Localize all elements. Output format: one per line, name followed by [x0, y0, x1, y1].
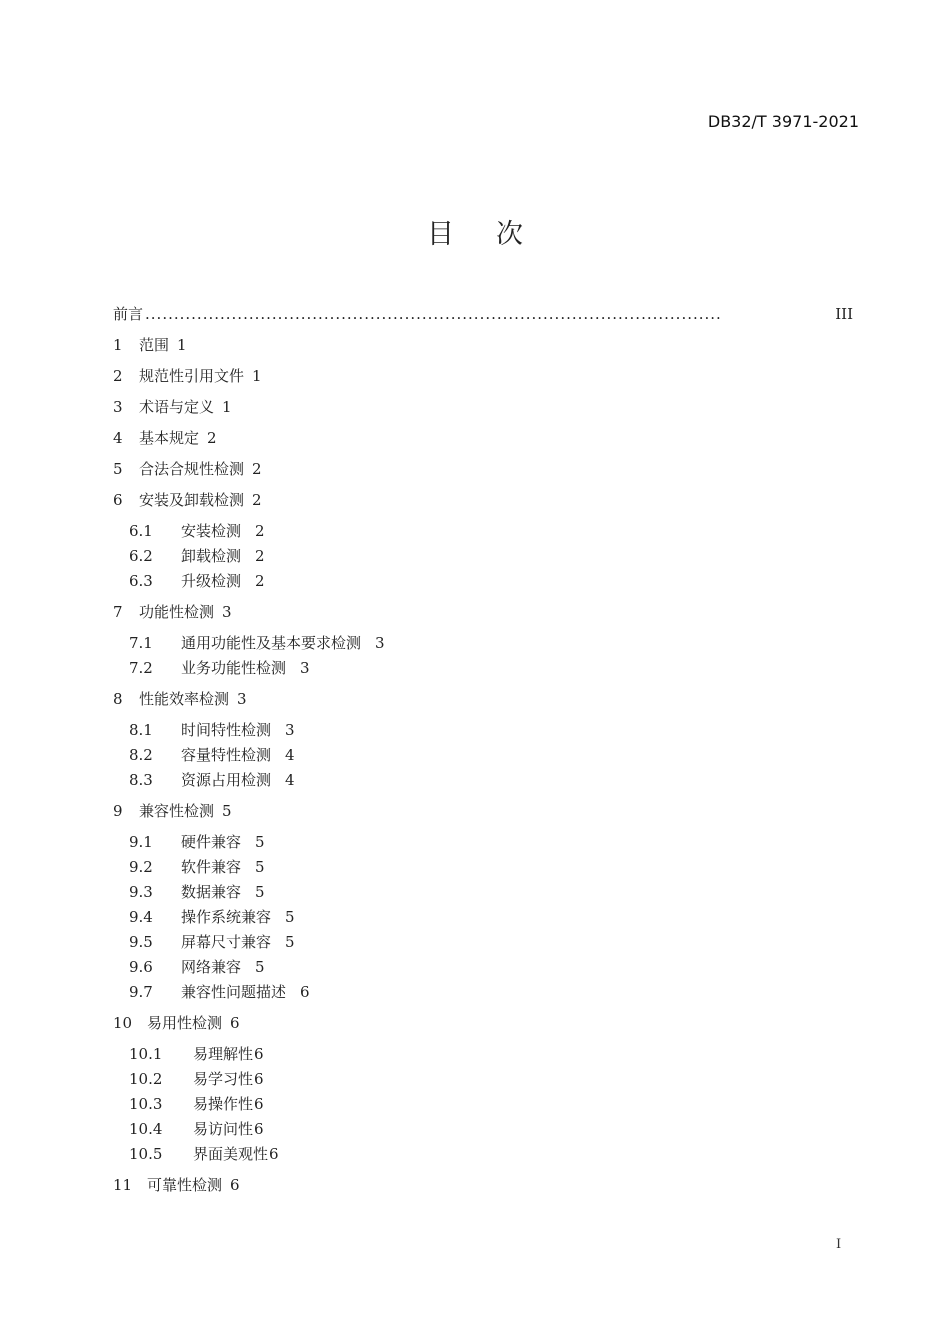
toc-entry-text: 屏幕尺寸兼容: [181, 933, 272, 951]
toc-entry-8[interactable]: [113, 687, 853, 711]
toc-entry-number: 10.1: [129, 1045, 163, 1063]
toc-entry-10[interactable]: [113, 1011, 853, 1035]
page-number: I: [836, 1237, 842, 1252]
toc-title-char-1: 目: [427, 219, 454, 250]
toc-entry-text: 业务功能性检测: [181, 659, 287, 677]
toc-entry-3[interactable]: [113, 395, 853, 419]
toc-entry-6-2[interactable]: [113, 544, 853, 568]
toc-entry-number: 1: [113, 336, 123, 354]
toc-entry-text: 资源占用检测: [181, 771, 272, 789]
toc-entry-number: 7.2: [129, 659, 153, 677]
toc-entry-text: 规范性引用文件: [139, 367, 245, 385]
toc-entry-page: 1: [222, 398, 232, 416]
toc-entry-7[interactable]: [113, 600, 853, 624]
toc-entry-text: 兼容性检测: [139, 802, 215, 820]
toc-entry-text: 合法合规性检测: [139, 460, 245, 478]
toc-entry-number: 8.2: [129, 746, 153, 764]
toc-entry-page: 2: [255, 522, 265, 540]
toc-entry-number: 9.5: [129, 933, 153, 951]
toc-entry-9[interactable]: [113, 799, 853, 823]
toc-entry-9-2[interactable]: [113, 855, 853, 879]
toc-entry-text: 易理解性: [193, 1045, 254, 1063]
toc-entry-number: 3: [113, 398, 123, 416]
toc-entry-number: 7.1: [129, 634, 153, 652]
toc-entry-page: 2: [255, 572, 265, 590]
toc-entry-page: 5: [255, 858, 265, 876]
toc-entry-page: 3: [375, 634, 385, 652]
toc-entry-number: 6.3: [129, 572, 153, 590]
toc-entry-number: 11: [113, 1176, 133, 1194]
toc-entry-text: 易用性检测: [147, 1014, 223, 1032]
toc-entry-9-6[interactable]: [113, 955, 853, 979]
toc-list: [113, 302, 853, 1197]
toc-entry-2[interactable]: [113, 364, 853, 388]
toc-entry-11[interactable]: [113, 1173, 853, 1197]
toc-entry-text: 硬件兼容: [181, 833, 242, 851]
toc-title-char-2: 次: [496, 219, 523, 250]
toc-title: [0, 212, 950, 251]
toc-entry-page: 5: [255, 883, 265, 901]
toc-entry-text: 安装及卸载检测: [139, 491, 245, 509]
toc-entry-number: 10.4: [129, 1120, 163, 1138]
toc-entry-number: 5: [113, 460, 123, 478]
toc-entry-6[interactable]: [113, 488, 853, 512]
toc-entry-9-7[interactable]: [113, 980, 853, 1004]
toc-entry-number: 10: [113, 1014, 133, 1032]
toc-entry-page: 4: [285, 746, 295, 764]
toc-entry-text: 易访问性: [193, 1120, 254, 1138]
toc-entry-number: 10.5: [129, 1145, 163, 1163]
toc-entry-page: 3: [222, 603, 232, 621]
toc-entry-text: 通用功能性及基本要求检测: [181, 634, 362, 652]
toc-entry-9-3[interactable]: [113, 880, 853, 904]
toc-entry-text: 卸载检测: [181, 547, 242, 565]
toc-entry-text: 可靠性检测: [147, 1176, 223, 1194]
toc-entry-number: 8.1: [129, 721, 153, 739]
toc-entry-number: 6.1: [129, 522, 153, 540]
toc-entry-8-3[interactable]: [113, 768, 853, 792]
toc-entry-text: 网络兼容: [181, 958, 242, 976]
toc-entry-page: 2: [252, 491, 262, 509]
toc-entry-text: 界面美观性: [193, 1145, 269, 1163]
toc-entry-text: 术语与定义: [139, 398, 215, 416]
toc-entry-number: 8: [113, 690, 123, 708]
toc-entry-10-5[interactable]: [113, 1142, 853, 1166]
toc-entry-5[interactable]: [113, 457, 853, 481]
toc-entry-9-5[interactable]: [113, 930, 853, 954]
toc-entry-text: 易学习性: [193, 1070, 254, 1088]
toc-entry-text: 性能效率检测: [139, 690, 230, 708]
toc-entry-page: 6: [254, 1045, 264, 1063]
toc-entry-text: 基本规定: [139, 429, 200, 447]
toc-entry-text: 功能性检测: [139, 603, 215, 621]
toc-entry-page: 2: [255, 547, 265, 565]
toc-entry-number: 9.6: [129, 958, 153, 976]
toc-entry-number: 9.3: [129, 883, 153, 901]
toc-entry-page: 6: [254, 1095, 264, 1113]
toc-entry-10-2[interactable]: [113, 1067, 853, 1091]
toc-entry-page: 1: [252, 367, 262, 385]
toc-entry-number: 7: [113, 603, 123, 621]
toc-entry-6-3[interactable]: [113, 569, 853, 593]
toc-entry-page: 6: [300, 983, 310, 1001]
toc-leader-dots: ....................................................................................................: [145, 305, 722, 323]
toc-entry-number: 4: [113, 429, 123, 447]
toc-entry-text: 容量特性检测: [181, 746, 272, 764]
toc-entry-page: 5: [255, 958, 265, 976]
toc-entry-preface[interactable]: [113, 302, 853, 326]
toc-entry-page: 2: [207, 429, 217, 447]
toc-entry-page: 5: [222, 802, 232, 820]
toc-entry-page: III: [835, 305, 853, 323]
toc-entry-6-1[interactable]: [113, 519, 853, 543]
toc-entry-page: 6: [269, 1145, 279, 1163]
toc-entry-10-3[interactable]: [113, 1092, 853, 1116]
toc-entry-number: 10.2: [129, 1070, 163, 1088]
toc-entry-4[interactable]: [113, 426, 853, 450]
toc-entry-page: 6: [254, 1120, 264, 1138]
toc-entry-number: 6.2: [129, 547, 153, 565]
toc-entry-10-4[interactable]: [113, 1117, 853, 1141]
toc-entry-8-2[interactable]: [113, 743, 853, 767]
toc-entry-9-4[interactable]: [113, 905, 853, 929]
toc-entry-page: 4: [285, 771, 295, 789]
toc-entry-text: 范围: [139, 336, 170, 354]
toc-entry-page: 5: [255, 833, 265, 851]
toc-entry-7-2[interactable]: [113, 656, 853, 680]
toc-entry-page: 3: [300, 659, 310, 677]
toc-entry-7-1[interactable]: [113, 631, 853, 655]
toc-entry-page: 6: [230, 1176, 240, 1194]
toc-entry-page: 5: [285, 933, 295, 951]
toc-entry-text: 数据兼容: [181, 883, 242, 901]
toc-entry-1[interactable]: [113, 333, 853, 357]
toc-entry-number: 9.2: [129, 858, 153, 876]
toc-entry-8-1[interactable]: [113, 718, 853, 742]
toc-entry-page: 2: [252, 460, 262, 478]
toc-entry-page: 6: [254, 1070, 264, 1088]
toc-entry-page: 3: [237, 690, 247, 708]
toc-entry-9-1[interactable]: [113, 830, 853, 854]
toc-entry-10-1[interactable]: [113, 1042, 853, 1066]
toc-entry-text: 操作系统兼容: [181, 908, 272, 926]
toc-entry-text: 前言: [113, 305, 144, 323]
toc-entry-text: 易操作性: [193, 1095, 254, 1113]
doc-code: DB32/T 3971-2021: [707, 112, 859, 131]
toc-entry-page: 5: [285, 908, 295, 926]
toc-entry-text: 时间特性检测: [181, 721, 272, 739]
toc-entry-number: 2: [113, 367, 123, 385]
toc-entry-number: 9.7: [129, 983, 153, 1001]
toc-entry-number: 9: [113, 802, 123, 820]
toc-entry-text: 升级检测: [181, 572, 242, 590]
toc-entry-page: 3: [285, 721, 295, 739]
toc-entry-number: 9.4: [129, 908, 153, 926]
toc-entry-number: 6: [113, 491, 123, 509]
toc-entry-page: 1: [177, 336, 187, 354]
toc-entry-number: 9.1: [129, 833, 153, 851]
toc-entry-number: 8.3: [129, 771, 153, 789]
toc-entry-page: 6: [230, 1014, 240, 1032]
toc-entry-text: 安装检测: [181, 522, 242, 540]
toc-entry-text: 软件兼容: [181, 858, 242, 876]
toc-entry-number: 10.3: [129, 1095, 163, 1113]
toc-entry-text: 兼容性问题描述: [181, 983, 287, 1001]
